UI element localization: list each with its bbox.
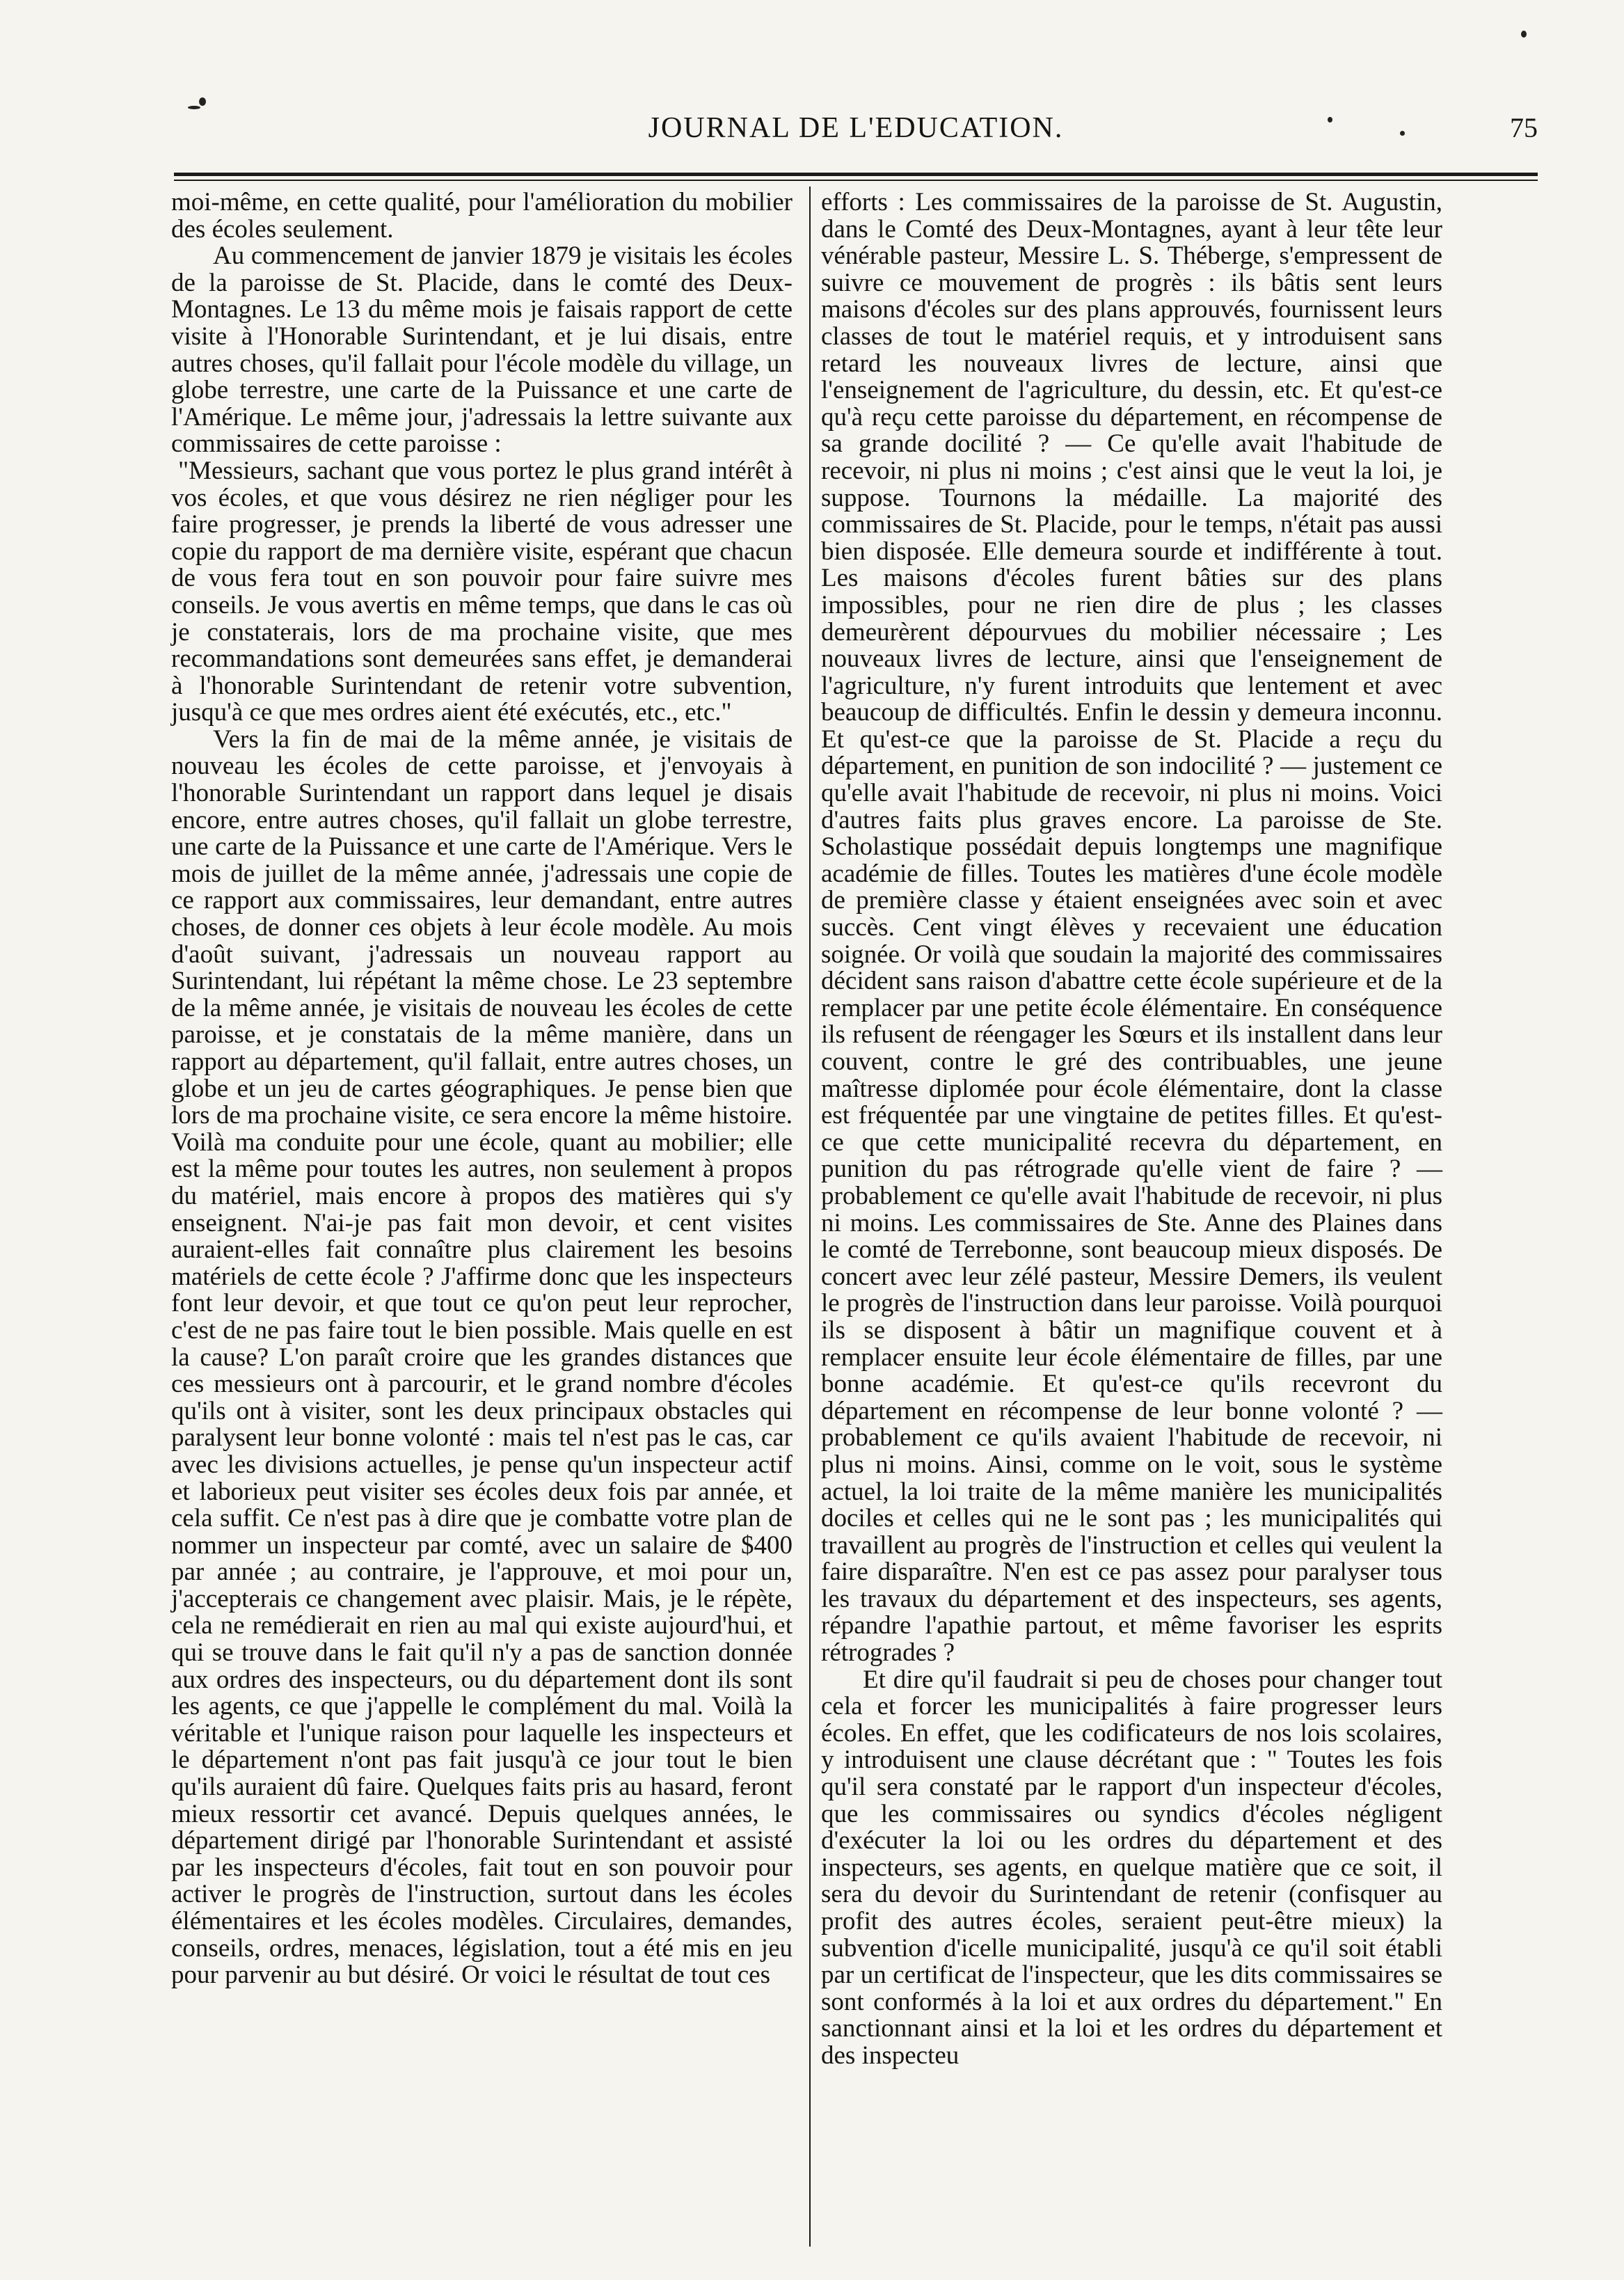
right-paragraph-2: Et dire qu'il faudrait si peu de choses pour changer tout cela et forcer les municipalités à faire progresser leurs écoles. En effet, que les codificateurs de nos lois scolaires, y introduisent une clause décrétant que : " Toutes les fois qu'il sera constaté par le rapport d'un inspecteur d'écoles, que les commissaires ou syndics d'écoles négligent d'exécuter la loi ou les ordres du département et des inspecteurs, ses agents, en quelque matière que ce soit, il sera du devoir du Surintendant de retenir (confisquer au profit des autres écoles, seraient peut-être mieux) la subvention d'icelle municipalité, jusqu'à ce qu'il soit établi par un certificat de l'inspecteur, que les dits commissaires se sont conformés à la loi et aux ordres du département." En sanctionnant ainsi et la loi et les ordres du département et des inspecteu — [821, 1665, 1442, 2070]
left-paragraph-2: Au commencement de janvier 1879 je visitais les écoles de la paroisse de St. Placide, dans le comté des Deux-Montagnes. Le 13 du même mois je faisais rapport de cette visite à l'Honorable Surintendant, et je lui disais, entre autres choses, qu'il fallait pour l'école modèle du village, un globe terrestre, une carte de la Puissance et une carte de l'Amérique. Le même jour, j'adressais la lettre suivante aux commissaires de cette paroisse : — [171, 242, 793, 459]
right-column — [821, 189, 1442, 2070]
left-paragraph-1: moi-même, en cette qualité, pour l'amélioration du mobilier des écoles seulement. — [171, 188, 793, 244]
print-speck — [188, 106, 200, 109]
print-speck — [199, 97, 206, 106]
header-rule-thick — [174, 173, 1538, 176]
page-header — [174, 111, 1538, 160]
page-number: 75 — [1510, 112, 1538, 143]
print-speck — [1521, 31, 1527, 38]
print-speck — [1400, 131, 1405, 136]
print-speck — [1328, 117, 1332, 122]
right-paragraph-1: efforts : Les commissaires de la paroisse de St. Augustin, dans le Comté des Deux-Montagnes, ayant à leur tête leur vénérable pasteur, Messire L. S. Théberge, s'empressent de suivre ce mouvement de progrès : ils bâtis sent leurs maisons d'écoles sur des plans approuvés, fournissent leurs classes de tout le matériel requis, et y introduisent sans retard les nouveaux livres de lecture, ainsi que l'enseignement de l'agriculture, du dessin, etc. Et qu'est-ce qu'à reçu cette paroisse du département, en récompense de sa grande docilité ? — Ce qu'elle avait l'habitude de recevoir, ni plus ni moins ; c'est ainsi que le veut la loi, je suppose. Tournons la médaille. La majorité des commissaires de St. Placide, pour le temps, n'était pas aussi bien disposée. Elle demeura sourde et indifférente à tout. Les maisons d'écoles furent bâties sur des plans impossibles, pour ne rien dire de plus ; les classes demeurèrent dépourvues du mobilier nécessaire ; Les nouveaux livres de lecture, ainsi que l'enseignement de l'agriculture, n'y furent introduits que lentement et avec beaucoup de difficultés. Enfin le dessin y demeura inconnu. Et qu'est-ce que la paroisse de St. Placide a reçu du département, en punition de son indocilité ? — justement ce qu'elle avait l'habitude de recevoir, ni plus ni moins. Voici d'autres faits plus graves encore. La paroisse de Ste. Scholastique possédait depuis longtemps une magnifique académie de filles. Toutes les matières d'une école modèle de première classe y étaient enseignées avec soin et avec succès. Cent vingt élèves y recevaient une éducation soignée. Or voilà que soudain la majorité des commissaires décident sans raison d'abattre cette école supérieure et de la remplacer par une petite école élémentaire. En conséquence ils refusent de réengager les Sœurs et ils installent dans leur couvent, contre le gré des contribuables, une jeune maîtresse diplomée pour école élémentaire, dont la classe est fréquentée par une vingtaine de petites filles. Et qu'est-ce que cette municipalité recevra du département, en punition du pas rétrograde qu'elle vient de faire ? — probablement ce qu'elle avait l'habitude de recevoir, ni plus ni moins. Les commissaires de Ste. Anne des Plaines dans le comté de Terrebonne, sont beaucoup mieux disposés. De concert avec leur zélé pasteur, Messire Demers, ils veulent le progrès de l'instruction dans leur paroisse. Voilà pourquoi ils se disposent à bâtir un magnifique couvent et à remplacer ensuite leur école élémentaire de filles, par une bonne académie. Et qu'est-ce qu'ils recevront du département en récompense de leur bonne volonté ? — probablement ce qu'ils avaient l'habitude de recevoir, ni plus ni moins. Ainsi, comme on le voit, sous le système actuel, la loi traite de la même manière les municipalités dociles et celles qui ne le sont pas ; les municipalités qui travaillent au progrès de l'instruction et celles qui veulent la faire disparaître. N'en est ce pas assez pour paralyser tous les travaux du département et des inspecteurs, ses agents, répandre l'apathie partout, et même favoriser les esprits rétrogrades ? — [821, 188, 1442, 1668]
header-rule-thin — [174, 180, 1538, 181]
left-paragraph-4: Vers la fin de mai de la même année, je visitais de nouveau les écoles de cette paroisse, et j'envoyais à l'honorable Surintendant un rapport dans lequel je disais encore, entre autres choses, qu'il fallait un globe terrestre, une carte de la Puissance et une carte de l'Amérique. Vers le mois de juillet de la même année, j'adressais une copie de ce rapport aux commissaires, leur demandant, entre autres choses, de donner ces objets à leur école modèle. Au mois d'août suivant, j'adressais un nouveau rapport au Surintendant, lui répétant la même chose. Le 23 septembre de la même année, je visitais de nouveau les écoles de cette paroisse, et je constatais de la même manière, dans un rapport au département, qu'il fallait, entre autres choses, un globe et un jeu de cartes géographiques. Je pense bien que lors de ma prochaine visite, ce sera encore la même histoire. Voilà ma conduite pour une école, quant au mobilier; elle est la même pour toutes les autres, non seulement à propos du matériel, mais encore à propos des matières qui s'y enseignent. N'ai-je pas fait mon devoir, et cent visites auraient-elles fait connaître plus clairement les besoins matériels de cette école ? J'affirme donc que les inspecteurs font leur devoir, et que tout ce qu'on peut leur reprocher, c'est de ne pas faire tout le bien possible. Mais quelle en est la cause? L'on paraît croire que les grandes distances que ces messieurs ont à parcourir, et le grand nombre d'écoles qu'ils ont à visiter, sont les deux principaux obstacles qui paralysent leur bonne volonté : mais tel n'est pas le cas, car avec les divisions actuelles, je pense qu'un inspecteur actif et laborieux peut visiter ses écoles deux fois par année, et cela suffit. Ce n'est pas à dire que je combatte votre plan de nommer un inspecteur par comté, avec un salaire de $400 par année ; au contraire, je l'approuve, et moi pour un, j'accepterais ce changement avec plaisir. Mais, je le répète, cela ne remédierait en rien au mal qui existe aujourd'hui, et qui se trouve dans le fait qu'il n'y a pas de sanction donnée aux ordres des inspecteurs, ou du département dont ils sont les agents, ce que j'appelle le complément du mal. Voilà la véritable et l'unique raison pour laquelle les inspecteurs et le département n'ont pas fait jusqu'à ce jour tout le bien qu'ils auraient dû faire. Quelques faits pris au hasard, feront mieux ressortir cet avancé. Depuis quelques années, le département dirigé par l'honorable Surintendant et assisté par les inspecteurs d'écoles, fait tout en son pouvoir pour activer le progrès de l'instruction, surtout dans les écoles élémentaires et les écoles modèles. Circulaires, demandes, conseils, ordres, menaces, législation, tout a été mis en jeu pour parvenir au but désiré. Or voici le résultat de tout ces — [171, 725, 793, 1990]
left-paragraph-3: "Messieurs, sachant que vous portez le plus grand intérêt à vos écoles, et que vous désirez ne rien négliger pour les faire progresser, je prends la liberté de vous adresser une copie du rapport de ma dernière visite, espérant que chacun de vous fera tout en son pouvoir pour faire suivre mes conseils. Je vous avertis en même temps, que dans le cas où je constaterais, lors de ma prochaine visite, que mes recommandations sont demeurées sans effet, je demanderai à l'honorable Surintendant de retenir votre subvention, jusqu'à ce que mes ordres aient été exécutés, etc., etc." — [171, 456, 793, 727]
left-column — [171, 189, 793, 1989]
journal-title: JOURNAL DE L'EDUCATION. — [648, 112, 1064, 144]
column-divider — [809, 187, 811, 2247]
